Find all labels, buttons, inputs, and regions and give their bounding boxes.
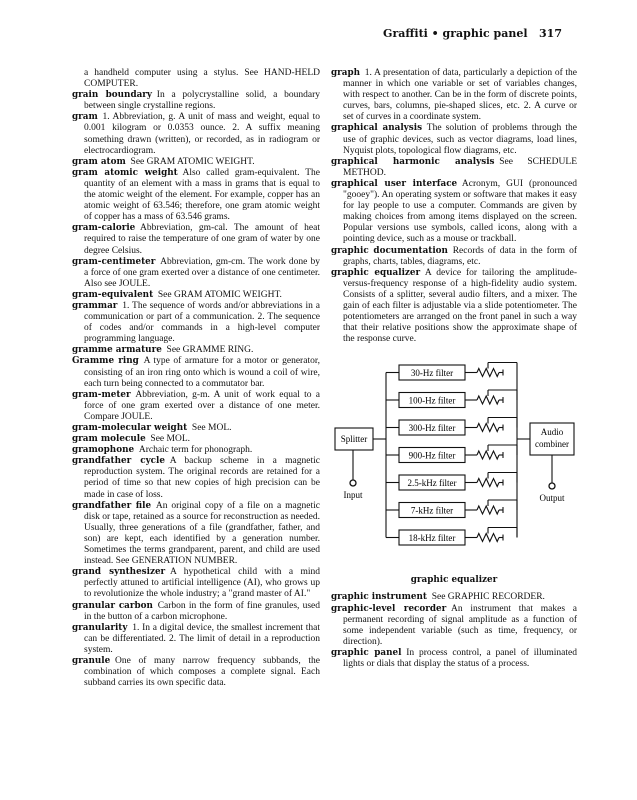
- glossary-entry: [72, 656, 320, 689]
- entry-definition: 1. A presentation of data, particularly a depiction of the manner in which one variable or set of variables changes, with respect to another. Can be in the form of discrete points, curves, bars, columns, pie-shaped slices, etc. 2. A curve or set of curves in a coordinate system.: [343, 68, 577, 123]
- potentiometer-resistor: [477, 534, 499, 542]
- glossary-entry: [331, 157, 577, 179]
- output-label: Output: [539, 493, 565, 504]
- entry-term: graphic equalizer: [331, 267, 421, 278]
- entry-definition: A type of armature for a motor or generator, consisting of an iron ring onto which is wound a coil of wire, each turn being connected to a commutator bar.: [84, 356, 320, 389]
- entry-term: graphic panel: [331, 647, 402, 658]
- entry-term: gram atom: [72, 156, 126, 167]
- potentiometer-resistor: [477, 506, 499, 514]
- entry-term: gramme armature: [72, 345, 162, 356]
- glossary-entry: [72, 68, 320, 90]
- entry-term: granule: [72, 655, 111, 666]
- entry-term: gram: [72, 112, 98, 123]
- glossary-entry: [72, 168, 320, 223]
- diagram-caption: graphic equalizer: [410, 575, 498, 586]
- entry-term: graphical analysis: [331, 123, 423, 134]
- entry-term: graphic-level recorder: [331, 603, 447, 614]
- glossary-entry: [72, 90, 320, 112]
- entry-definition: Abbreviation, g-m. A unit of work equal to a force of one gram exerted over a distance of one meter. Compare JOULE.: [84, 389, 320, 422]
- entry-term: grand synthesizer: [72, 567, 166, 578]
- filter-label: 30-Hz filter: [410, 368, 454, 379]
- entry-term: gram-molecular weight: [72, 423, 188, 433]
- input-terminal: [350, 480, 356, 486]
- combiner-label-1: Audio: [540, 427, 564, 438]
- entry-term: gram atomic weight: [72, 167, 178, 178]
- glossary-entry: [72, 567, 320, 600]
- glossary-entry: [331, 592, 577, 603]
- entry-definition: 1. Abbreviation, g. A unit of mass and weight, equal to 0.001 kilogram or 0.0353 ounce. 2. A suffix meaning something drawn (written), or recorded, as in radiogram or electrocardiogram.: [84, 112, 320, 156]
- filter-label: 7-kHz filter: [410, 505, 454, 516]
- entry-definition: See MOL.: [150, 434, 190, 445]
- glossary-entry: [72, 301, 320, 345]
- entry-definition: Abbreviation, gm-cal. The amount of heat required to raise the temperature of one gram of water by one degree Celsius.: [84, 223, 320, 256]
- entry-term: Gramme ring: [72, 356, 139, 367]
- glossary-entry: [72, 434, 320, 445]
- entry-definition: The solution of problems through the use of graphic devices, such as vector diagrams, load lines, Nyquist plots, topological flow diagrams, etc.: [343, 123, 577, 156]
- glossary-entry: [72, 456, 320, 500]
- entry-term: gram molecule: [72, 434, 146, 445]
- graphic-equalizer-diagram: [331, 351, 577, 573]
- entry-term: graphical harmonic analysis: [331, 156, 495, 167]
- entry-term: gram-calorie: [72, 223, 136, 234]
- glossary-entry: [72, 345, 320, 356]
- entry-definition: 1. In a digital device, the smallest increment that can be differentiated. 2. The limit of detail in a reproduction system.: [84, 622, 320, 655]
- potentiometer-resistor: [477, 479, 499, 487]
- glossary-entry: [331, 68, 577, 123]
- potentiometer-resistor: [477, 396, 499, 404]
- entry-definition: An original copy of a file on a magnetic disk or tape, retained as a source for reconstruction as needed. Usually, three generations of a file (grandfather, father, and son) are kept, each identified by a generation number. Sometimes the terms grandparent, parent, and child are used instead. See GENERATION NUMBER.: [84, 500, 320, 567]
- output-terminal: [549, 483, 555, 489]
- entry-definition: Records of data in the form of graphs, charts, tables, diagrams, etc.: [343, 245, 577, 267]
- potentiometer-resistor: [477, 451, 499, 459]
- right-column-top-entries: [331, 68, 577, 345]
- glossary-entry: [331, 648, 577, 670]
- entry-definition: See GRAPHIC RECORDER.: [431, 592, 545, 603]
- entry-definition: One of many narrow frequency subbands, the combination of which composes a complete signal. Each subband carries its own specific data.: [84, 655, 320, 689]
- entry-term: grain boundary: [72, 90, 153, 101]
- entry-definition: Acronym, GUI (pronounced "gooey"). An operating system or software that makes it easy for lay people to use a computer. Commands are given by making choices from among items displayed on the screen. Popular versions use symbols, called icons, along with a pointing device, such as a mouse or trackball.: [343, 178, 578, 245]
- glossary-entry: [331, 604, 577, 648]
- entry-definition: See GRAM ATOMIC WEIGHT.: [157, 289, 282, 300]
- header-title: Graffiti • graphic panel: [383, 27, 528, 40]
- entry-definition: In a polycrystalline solid, a boundary between single crystalline regions.: [84, 90, 320, 112]
- entry-definition: In process control, a panel of illuminated lights or dials that display the status of a process.: [343, 647, 577, 669]
- filter-label: 2.5-kHz filter: [407, 478, 457, 489]
- entry-term: gram-meter: [72, 389, 131, 400]
- entry-definition: A hypothetical child with a mind perfectly attuned to artificial intelligence (AI), who grows up to revolutionize the whole industry; a "grand master of AI.": [84, 567, 320, 600]
- right-column-bottom-entries: [331, 592, 577, 670]
- entry-term: grandfather cycle: [72, 456, 165, 467]
- glossary-entry: [331, 179, 577, 246]
- glossary-entry: [72, 423, 320, 434]
- glossary-entry: [72, 623, 320, 656]
- entry-definition: Also called gram-equivalent. The quantity of an element with a mass in grams that is equal to the atomic weight of the element. For example, copper has an atomic weight of 63.546; therefore, one gram atomic weight of copper has a mass of 63.546 grams.: [84, 167, 320, 223]
- entry-definition: See GRAMME RING.: [166, 345, 254, 356]
- splitter-label: Splitter: [340, 434, 368, 445]
- glossary-entry: [72, 112, 320, 156]
- potentiometer-resistor: [477, 424, 499, 432]
- entry-definition: Abbreviation, gm-cm. The work done by a force of one gram exerted over a distance of one centimeter. Also see JOULE.: [84, 256, 320, 289]
- glossary-entry: [72, 157, 320, 168]
- entry-definition: A device for tailoring the amplitude-versus-frequency response of a high-fidelity audio system. Consists of a splitter, several audio filters, and a mixer. The gain of each filter is adjustable via a slide potentiometer. The potentiometers are arranged on the front panel in such a way that their relative positions show the approximate shape of the response curve.: [343, 267, 577, 345]
- glossary-entry: [331, 246, 577, 268]
- glossary-entry: [72, 290, 320, 301]
- filter-label: 18-kHz filter: [408, 533, 456, 544]
- glossary-entry: [72, 257, 320, 290]
- entry-term: graphic instrument: [331, 592, 427, 603]
- right-column: [331, 68, 577, 670]
- entry-definition: A backup scheme in a magnetic reproduction system. The original records are retained for a period of time so that new copies of high precision can be made in case of loss.: [84, 456, 320, 500]
- running-header: [383, 27, 562, 40]
- combiner-label-2: combiner: [535, 439, 569, 450]
- glossary-entry: [72, 356, 320, 389]
- glossary-entry: [72, 223, 320, 256]
- entry-term: granular carbon: [72, 600, 153, 611]
- left-column: [72, 68, 320, 689]
- entry-definition: 1. The sequence of words and/or abbreviations in a communication or part of a communication. 2. The sequence of codes and/or commands in a high-level computer programming language.: [84, 300, 320, 345]
- page-number: 317: [539, 27, 562, 40]
- entry-term: granularity: [72, 622, 128, 633]
- glossary-entry: [331, 268, 577, 346]
- entry-term: graphical user interface: [331, 178, 458, 189]
- glossary-entry: [72, 601, 320, 623]
- entry-term: graphic documentation: [331, 245, 448, 256]
- entry-definition: See MOL.: [191, 423, 232, 433]
- entry-term: grandfather file: [72, 500, 152, 511]
- entry-term: gram-equivalent: [72, 289, 154, 300]
- entry-definition: An instrument that makes a permanent recording of signal amplitude as a function of some independent variable (such as time, frequency, or direction).: [343, 603, 577, 647]
- glossary-entry: [331, 123, 577, 156]
- filter-label: 900-Hz filter: [408, 450, 456, 461]
- glossary-entry: [72, 445, 320, 456]
- entry-definition: Archaic term for phonograph.: [138, 445, 253, 456]
- entry-term: gramophone: [72, 445, 135, 456]
- entry-term: grammar: [72, 300, 118, 311]
- entry-term: graph: [331, 68, 361, 78]
- input-label: Input: [343, 490, 363, 501]
- filter-label: 100-Hz filter: [408, 395, 456, 406]
- glossary-entry: [72, 390, 320, 423]
- entry-term: gram-centimeter: [72, 256, 156, 267]
- filter-label: 300-Hz filter: [408, 423, 456, 434]
- glossary-entry: [72, 501, 320, 568]
- equalizer-svg: [331, 351, 577, 573]
- potentiometer-resistor: [477, 369, 499, 377]
- entry-definition: Carbon in the form of fine granules, used in the button of a carbon microphone.: [84, 600, 321, 622]
- entry-definition: See GRAM ATOMIC WEIGHT.: [130, 156, 255, 167]
- entry-definition: a handheld computer using a stylus. See HAND-HELD COMPUTER.: [84, 68, 320, 90]
- entry-definition: See SCHEDULE METHOD.: [343, 156, 577, 178]
